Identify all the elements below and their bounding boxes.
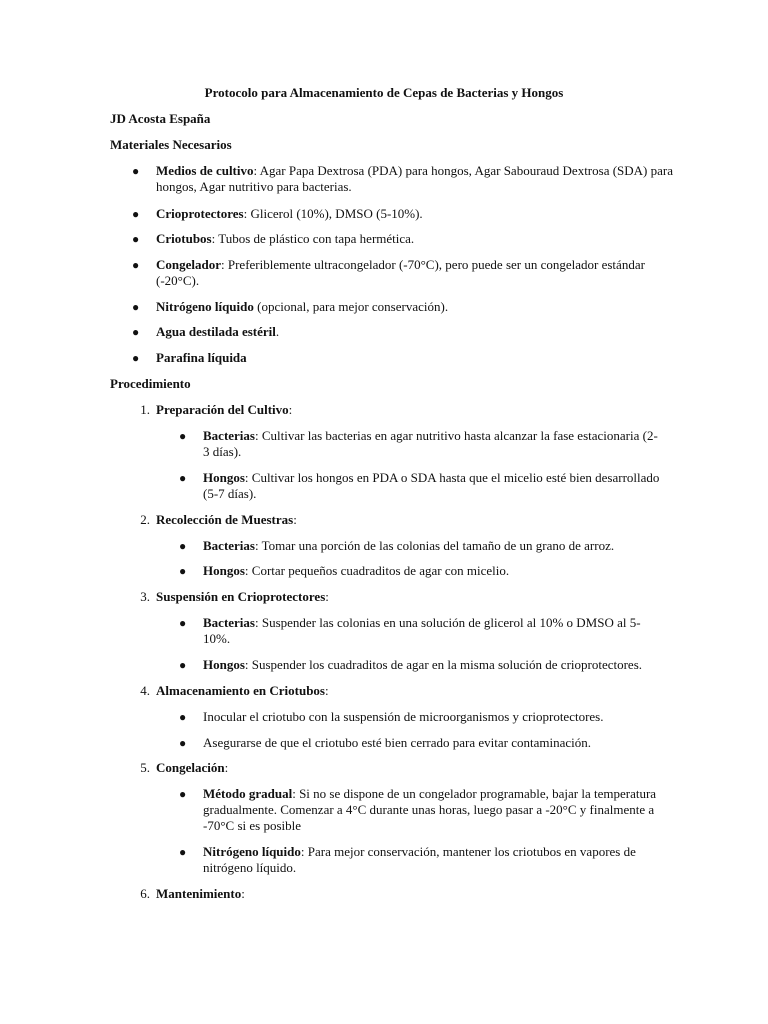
bullet-icon: ● bbox=[179, 658, 187, 672]
item-text: : Cultivar las bacterias en agar nutritivo hasta alcanzar la fase estacionaria (2-3 días). bbox=[203, 428, 658, 459]
list-item bbox=[179, 470, 663, 502]
materials-heading: Materiales Necesarios bbox=[110, 137, 232, 152]
step-1 bbox=[140, 402, 676, 418]
list-item bbox=[132, 324, 676, 340]
item-text: : Preferiblemente ultracongelador (-70°C), pero puede ser un congelador estándar (-20°C). bbox=[156, 257, 645, 288]
step-number: 2. bbox=[140, 512, 150, 527]
bullet-icon: ● bbox=[132, 164, 140, 178]
item-label: Método gradual bbox=[203, 786, 293, 801]
list-item bbox=[132, 231, 676, 247]
item-text: Inocular el criotubo con la suspensión de microorganismos y crioprotectores. bbox=[203, 709, 604, 724]
bullet-icon: ● bbox=[132, 325, 140, 339]
item-label: Bacterias bbox=[203, 538, 255, 553]
step-suffix: : bbox=[241, 886, 245, 901]
item-text: : Suspender los cuadraditos de agar en la misma solución de crioprotectores. bbox=[244, 657, 643, 672]
bullet-icon: ● bbox=[132, 351, 140, 365]
item-text: Asegurarse de que el criotubo esté bien cerrado para evitar contaminación. bbox=[203, 735, 592, 750]
bullet-icon: ● bbox=[132, 232, 140, 246]
bullet-icon: ● bbox=[179, 429, 187, 443]
step-5 bbox=[140, 760, 676, 776]
step-number: 1. bbox=[140, 402, 150, 417]
step-suffix: : bbox=[224, 760, 229, 775]
list-item bbox=[179, 563, 663, 579]
step-number: 6. bbox=[140, 886, 150, 901]
item-label: Hongos bbox=[203, 563, 245, 578]
item-label: Criotubos bbox=[156, 231, 212, 246]
author-line: JD Acosta España bbox=[110, 111, 211, 126]
item-label: Nitrógeno líquido bbox=[203, 844, 301, 859]
item-label: Bacterias bbox=[203, 428, 255, 443]
list-item bbox=[179, 786, 663, 834]
step-suffix: : bbox=[325, 683, 329, 698]
bullet-icon: ● bbox=[179, 845, 187, 859]
item-text: : Suspender las colonias en una solución de glicerol al 10% o DMSO al 5-10%. bbox=[203, 615, 641, 646]
item-text: : Cortar pequeños cuadraditos de agar con micelio. bbox=[244, 563, 510, 578]
item-label: Medios de cultivo bbox=[156, 163, 254, 178]
list-item bbox=[179, 657, 663, 673]
item-text: : Cultivar los hongos en PDA o SDA hasta que el micelio esté bien desarrollado (5-7 días). bbox=[203, 470, 660, 501]
bullet-icon: ● bbox=[179, 471, 187, 485]
bullet-icon: ● bbox=[132, 300, 140, 314]
list-item bbox=[179, 709, 663, 725]
step-6 bbox=[140, 886, 676, 902]
list-item bbox=[132, 206, 676, 222]
list-item bbox=[179, 428, 663, 460]
step-number: 3. bbox=[140, 589, 150, 604]
item-text: . bbox=[275, 324, 280, 339]
step-label: Suspensión en Crioprotectores bbox=[156, 589, 326, 604]
item-text: : Glicerol (10%), DMSO (5-10%). bbox=[243, 206, 423, 221]
bullet-icon: ● bbox=[179, 787, 187, 801]
item-text: : Para mejor conservación, mantener los criotubos en vapores de nitrógeno líquido. bbox=[203, 844, 636, 875]
step-label: Congelación bbox=[156, 760, 225, 775]
step-4 bbox=[140, 683, 676, 699]
list-item bbox=[179, 844, 663, 876]
item-label: Hongos bbox=[203, 470, 245, 485]
list-item bbox=[132, 350, 676, 366]
step-number: 5. bbox=[140, 760, 150, 775]
item-label: Nitrógeno líquido bbox=[156, 299, 254, 314]
item-text: : Tubos de plástico con tapa hermética. bbox=[211, 231, 415, 246]
item-text: : Tomar una porción de las colonias del tamaño de un grano de arroz. bbox=[254, 538, 615, 553]
bullet-icon: ● bbox=[179, 736, 187, 750]
list-item bbox=[179, 735, 663, 751]
bullet-icon: ● bbox=[132, 258, 140, 272]
step-number: 4. bbox=[140, 683, 150, 698]
list-item bbox=[132, 163, 676, 195]
item-text: : Agar Papa Dextrosa (PDA) para hongos, Agar Sabouraud Dextrosa (SDA) para hongos, Agar nutritivo para bacterias. bbox=[156, 163, 674, 194]
item-label: Bacterias bbox=[203, 615, 255, 630]
step-label: Recolección de Muestras bbox=[156, 512, 294, 527]
list-item bbox=[132, 299, 676, 315]
item-text: (opcional, para mejor conservación). bbox=[253, 299, 449, 314]
step-label: Preparación del Cultivo bbox=[156, 402, 289, 417]
procedure-heading: Procedimiento bbox=[110, 376, 191, 391]
step-label: Mantenimiento bbox=[156, 886, 242, 901]
list-item bbox=[179, 538, 663, 554]
bullet-icon: ● bbox=[132, 207, 140, 221]
bullet-icon: ● bbox=[179, 616, 187, 630]
bullet-icon: ● bbox=[179, 710, 187, 724]
step-3 bbox=[140, 589, 676, 605]
item-label: Crioprotectores bbox=[156, 206, 244, 221]
item-label: Agua destilada estéril bbox=[156, 324, 276, 339]
bullet-icon: ● bbox=[179, 564, 187, 578]
step-2 bbox=[140, 512, 676, 528]
bullet-icon: ● bbox=[179, 539, 187, 553]
list-item bbox=[179, 615, 663, 647]
list-item bbox=[132, 257, 676, 289]
item-label: Hongos bbox=[203, 657, 245, 672]
item-label: Parafina líquida bbox=[156, 350, 247, 365]
item-text: : Si no se dispone de un congelador programable, bajar la temperatura gradualmente. Comenzar a 4°C durante unas horas, luego pasar a -20°C y finalmente a -70°C si es posible bbox=[203, 786, 657, 833]
step-suffix: : bbox=[325, 589, 329, 604]
step-suffix: : bbox=[293, 512, 297, 527]
item-label: Congelador bbox=[156, 257, 221, 272]
step-label: Almacenamiento en Criotubos bbox=[156, 683, 325, 698]
document-title: Protocolo para Almacenamiento de Cepas de Bacterias y Hongos bbox=[204, 85, 564, 100]
step-suffix: : bbox=[288, 402, 293, 417]
